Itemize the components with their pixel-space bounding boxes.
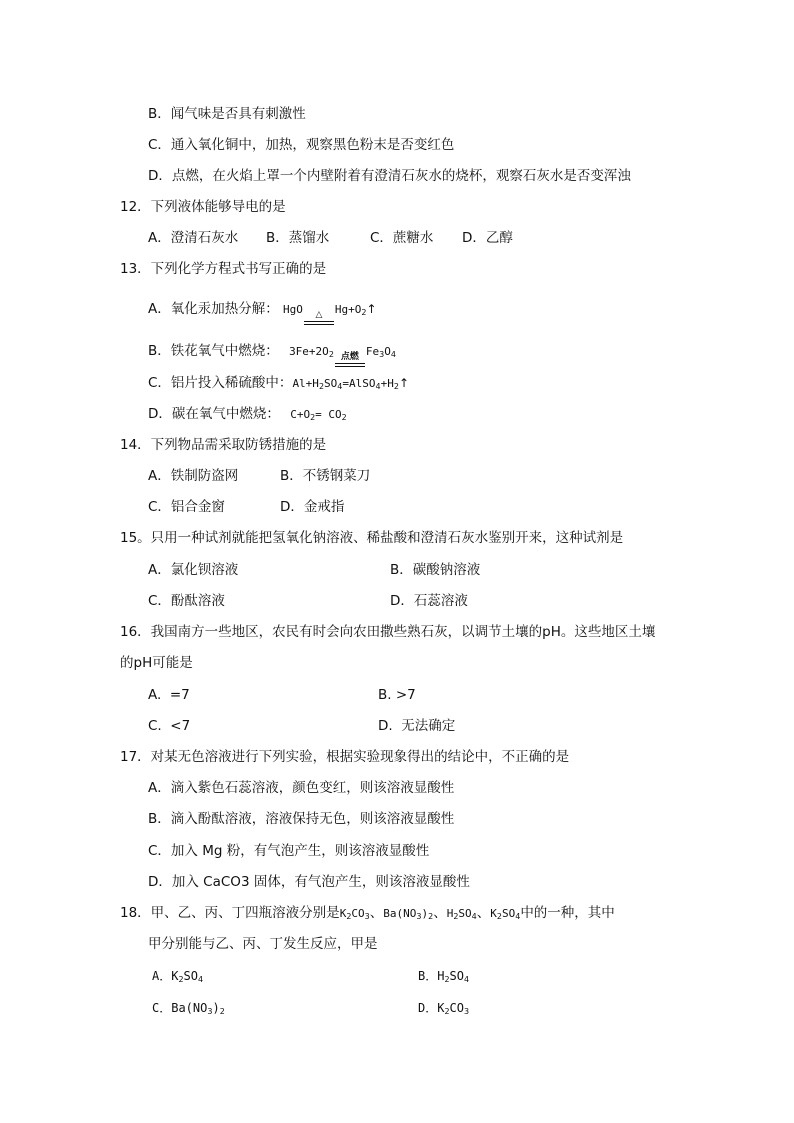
q18-option-c: C．$Ba(NO_3)_2$ xyxy=(152,1001,225,1016)
q15-option-a: A．氯化钡溶液 xyxy=(148,562,239,578)
q13-option-a-label: A．氧化汞加热分解： xyxy=(148,301,279,317)
q17-option-c: C．加入 Mg 粉，有气泡产生，则该溶液显酸性 xyxy=(148,843,430,859)
q14-stem: 14．下列物品需采取防锈措施的是 xyxy=(120,437,327,453)
heat-triangle-icon: △ xyxy=(315,310,323,320)
q17-option-b: B．滴入酚酞溶液，溶液保持无色，则该溶液显酸性 xyxy=(148,811,455,827)
q13-option-d: D．碳在氧气中燃烧： $C+O_2= CO_2$ xyxy=(148,406,347,422)
q15-option-b: B．碳酸钠溶液 xyxy=(390,562,481,578)
q13-option-a-lhs: HgO xyxy=(283,303,303,316)
q14-option-c: C．铝合金窗 xyxy=(148,499,225,515)
q14-option-a: A．铁制防盗网 xyxy=(148,468,239,484)
q12-option-b: B．蒸馏水 xyxy=(266,230,330,246)
q14-option-b: B．不锈钢菜刀 xyxy=(280,468,371,484)
q15-option-d: D．石蕊溶液 xyxy=(390,593,468,609)
q16-option-a: A. =7 xyxy=(148,687,190,703)
q13-option-a: A．氧化汞加热分解： HgO △ $Hg+O_2↑$ xyxy=(148,301,377,325)
q12-option-a: A．澄清石灰水 xyxy=(148,230,239,246)
q13-option-b: B．铁花氧气中燃烧： $3Fe+2O_2$ 点燃 $Fe_3O_4$ xyxy=(148,343,396,367)
q16-stem-line1: 16．我国南方一些地区，农民有时会向农田撒些熟石灰，以调节土壤的pH。这些地区土壤 xyxy=(120,624,656,640)
q15-option-c: C．酚酞溶液 xyxy=(148,593,225,609)
q13-option-b-lhs: 3Fe+2O xyxy=(289,345,329,358)
q13-option-b-condition: 点燃 xyxy=(335,352,365,367)
q15-stem: 15。只用一种试剂就能把氢氧化钠溶液、稀盐酸和澄清石灰水鉴别开来，这种试剂是 xyxy=(120,530,624,546)
q18-option-a: A．$K_2SO_4$ xyxy=(152,969,204,984)
q17-option-a: A．滴入紫色石蕊溶液，颜色变红，则该溶液显酸性 xyxy=(148,780,455,796)
q18-option-b: B．$H_2SO_4$ xyxy=(418,969,470,984)
q13-stem: 13．下列化学方程式书写正确的是 xyxy=(120,261,327,277)
q13-option-b-rhs: Fe xyxy=(365,345,380,358)
q13-option-a-condition xyxy=(304,310,334,325)
q16-stem-line2: 的pH可能是 xyxy=(120,655,193,671)
q13-option-c: C．铝片投入稀硫酸中：$Al+H_2SO_4=AlSO_4+H_2↑$ xyxy=(148,375,409,391)
q12-option-d: D．乙醇 xyxy=(462,230,513,246)
q18-stem-line1: 18．甲、乙、丙、丁四瓶溶液分别是$K_2CO_3$、$Ba(NO_3)_2$、$H_2SO_4$、$K_2SO_4$中的一种，其中 xyxy=(120,905,615,921)
q13-option-c-label: C．铝片投入稀硫酸中： xyxy=(148,375,293,391)
q16-option-c: C. <7 xyxy=(148,718,191,734)
up-arrow-icon: ↑ xyxy=(398,376,409,390)
q17-option-d: D．加入 CaCO3 固体，有气泡产生，则该溶液显酸性 xyxy=(148,874,470,890)
q16-option-d: D. 无法确定 xyxy=(378,718,456,734)
q13-option-b-label: B．铁花氧气中燃烧： xyxy=(148,343,279,359)
q11-option-b: B．闻气味是否具有刺激性 xyxy=(148,106,306,122)
q12-option-c: C．蔗糖水 xyxy=(370,230,434,246)
q18-stem-line2: 甲分别能与乙、丙、丁发生反应，甲是 xyxy=(148,936,378,952)
q18-option-d: D．$K_2CO_3$ xyxy=(418,1001,470,1016)
q16-option-b: B. >7 xyxy=(378,687,416,703)
q13-option-d-label: D．碳在氧气中燃烧： xyxy=(148,406,280,422)
q11-option-c: C．通入氧化铜中，加热，观察黑色粉末是否变红色 xyxy=(148,137,455,153)
q12-stem: 12．下列液体能够导电的是 xyxy=(120,199,286,215)
q13-option-a-rhs: Hg+O xyxy=(334,303,362,316)
q17-stem: 17．对某无色溶液进行下列实验，根据实验现象得出的结论中，不正确的是 xyxy=(120,749,570,765)
up-arrow-icon: ↑ xyxy=(366,302,377,316)
q14-option-d: D．金戒指 xyxy=(280,499,345,515)
q11-option-d: D．点燃，在火焰上罩一个内壁附着有澄清石灰水的烧杯，观察石灰水是否变浑浊 xyxy=(148,168,631,184)
